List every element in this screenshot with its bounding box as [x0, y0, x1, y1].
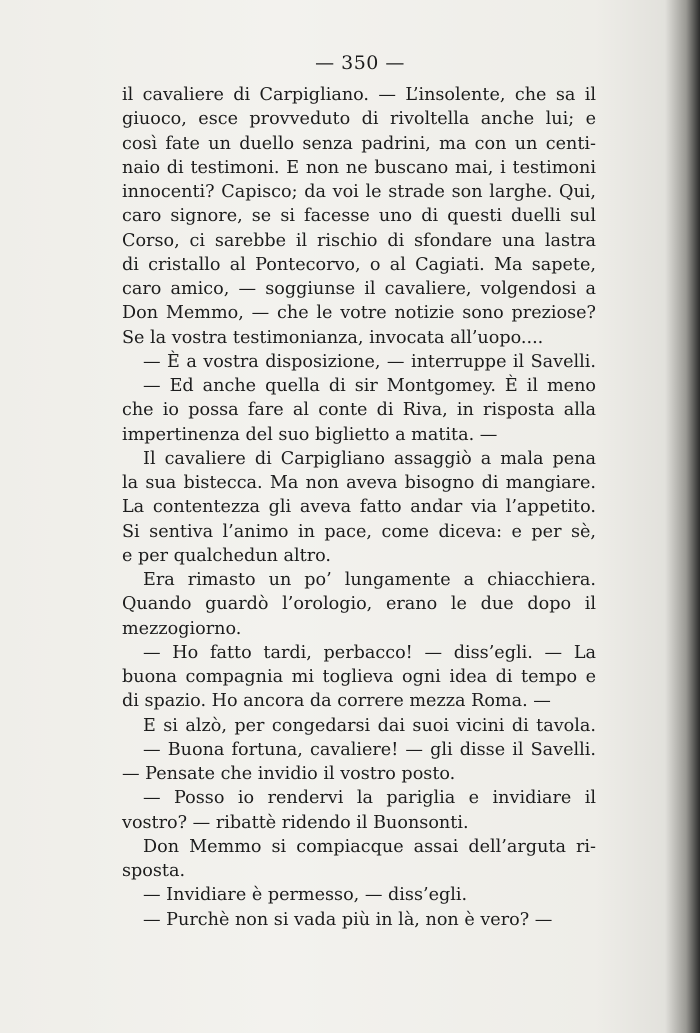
- text-line: — Pensate che invidio il vostro posto.: [122, 764, 456, 784]
- text-line: di cristallo al Pontecorvo, o al Cagiati. Ma sapete,: [122, 254, 596, 275]
- text-line: naio di testimoni. E non ne buscano mai, i testimoni: [122, 157, 596, 178]
- text-line: Era rimasto un po’ lungamente a chiacchiera.: [143, 570, 596, 590]
- text-line: così fate un duello senza padrini, ma con un centi-: [122, 133, 596, 154]
- text-line: — Posso io rendervi la pariglia e invidiare il: [143, 788, 596, 809]
- text-line: di spazio. Ho ancora da correre mezza Roma. —: [122, 691, 551, 712]
- text-line: buona compagnia mi toglieva ogni idea di tempo e: [122, 667, 596, 687]
- text-line: Il cavaliere di Carpigliano assaggiò a mala pena: [143, 448, 596, 469]
- text-line: Don Memmo, — che le votre notizie sono preziose?: [122, 303, 596, 324]
- text-line: Se la vostra testimonianza, invocata all’uopo....: [122, 327, 544, 348]
- text-line: innocenti? Capisco; da voi le strade son larghe. Qui,: [122, 182, 596, 202]
- text-line: La contentezza gli aveva fatto andar via l’appetito.: [122, 497, 596, 518]
- text-line: — Invidiare è permesso, — diss’egli.: [143, 885, 468, 906]
- text-line: la sua bistecca. Ma non aveva bisogno di mangiare.: [122, 473, 596, 493]
- text-line: — Purchè non si vada più in là, non è vero? —: [143, 909, 553, 930]
- text-line: Corso, ci sarebbe il rischio di sfondare una lastra: [122, 230, 596, 251]
- text-line: — Buona fortuna, cavaliere! — gli disse il Savelli.: [143, 739, 596, 760]
- text-line: mezzogiorno.: [122, 618, 242, 639]
- body-text: [122, 83, 596, 932]
- text-line: Si sentiva l’animo in pace, come diceva: e per sè,: [122, 521, 596, 542]
- text-line: e per qualchedun altro.: [122, 545, 331, 566]
- text-line: giuoco, esce provveduto di rivoltella anche lui; e: [122, 109, 596, 130]
- text-line: caro signore, se si facesse uno di questi duelli sul: [122, 206, 596, 227]
- text-line: impertinenza del suo biglietto a matita. —: [122, 424, 498, 445]
- text-line: — Ed anche quella di sir Montgomey. È il meno: [143, 376, 596, 396]
- text-line: — È a vostra disposizione, — interruppe il Savelli.: [143, 351, 596, 372]
- page-number: — 350 —: [315, 52, 405, 74]
- text-line: — Ho fatto tardi, perbacco! — diss’egli. — La: [143, 642, 596, 663]
- text-line: sposta.: [122, 861, 186, 881]
- text-line: che io possa fare al conte di Riva, in risposta alla: [122, 400, 596, 421]
- text-line: E si alzò, per congedarsi dai suoi vicini di tavola.: [143, 715, 596, 736]
- text-line: caro amico, — soggiunse il cavaliere, volgendosi a: [122, 279, 596, 299]
- text-line: Quando guardò l’orologio, erano le due dopo il: [122, 594, 596, 615]
- text-line: Don Memmo si compiacque assai dell’arguta ri-: [143, 836, 596, 857]
- text-line: il cavaliere di Carpigliano. — L’insolente, che sa il: [122, 85, 596, 105]
- text-line: vostro? — ribattè ridendo il Buonsonti.: [122, 812, 469, 833]
